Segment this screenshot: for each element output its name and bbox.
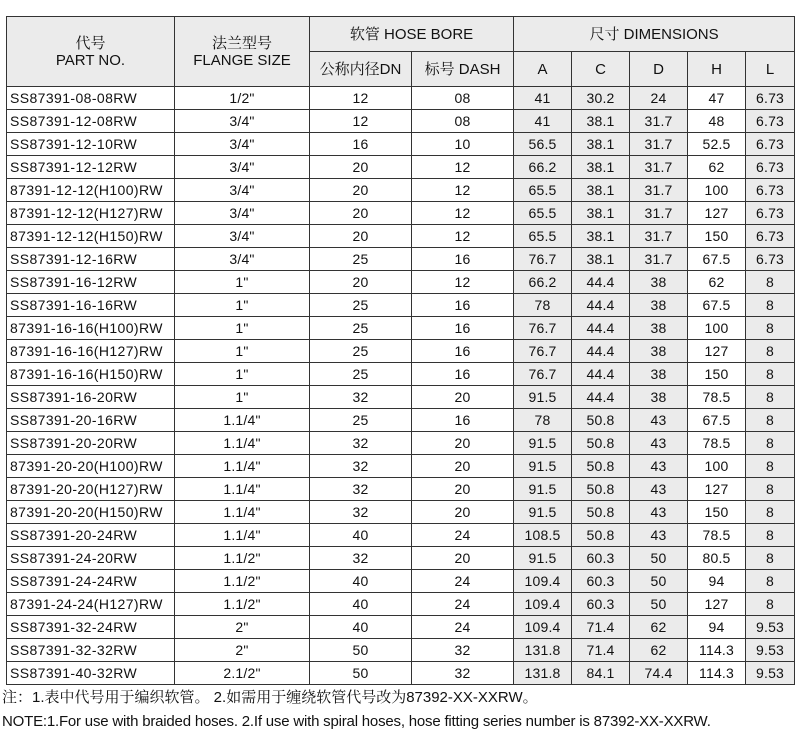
dim-a-cell: 109.4 bbox=[514, 570, 572, 593]
dn-cell: 40 bbox=[310, 570, 412, 593]
dash-cell: 12 bbox=[412, 202, 514, 225]
part-no-cell: 87391-12-12(H150)RW bbox=[7, 225, 175, 248]
table-row bbox=[7, 386, 795, 409]
dash-cell: 12 bbox=[412, 225, 514, 248]
dim-c-cell: 50.8 bbox=[572, 478, 630, 501]
dim-h-cell: 150 bbox=[688, 501, 746, 524]
spec-table bbox=[6, 16, 795, 685]
dim-d-cell: 38 bbox=[630, 386, 688, 409]
dn-cell: 20 bbox=[310, 202, 412, 225]
part-no-header bbox=[7, 17, 175, 87]
table-row bbox=[7, 363, 795, 386]
dim-h-cell: 127 bbox=[688, 340, 746, 363]
table-row bbox=[7, 317, 795, 340]
part-no-cell: 87391-12-12(H127)RW bbox=[7, 202, 175, 225]
dim-l-cell: 8 bbox=[746, 501, 795, 524]
flange-size-cell: 2" bbox=[175, 639, 310, 662]
flange-size-cell: 1" bbox=[175, 294, 310, 317]
part-no-cell: 87391-20-20(H150)RW bbox=[7, 501, 175, 524]
part-no-cell: SS87391-20-20RW bbox=[7, 432, 175, 455]
flange-size-cell: 1" bbox=[175, 340, 310, 363]
table-header bbox=[7, 17, 795, 87]
part-no-cell: SS87391-24-20RW bbox=[7, 547, 175, 570]
dn-cell: 12 bbox=[310, 110, 412, 133]
table-row bbox=[7, 133, 795, 156]
dash-cell: 08 bbox=[412, 110, 514, 133]
dash-header: 标号 DASH bbox=[412, 52, 514, 87]
flange-size-cell: 1.1/2" bbox=[175, 570, 310, 593]
dn-cell: 40 bbox=[310, 524, 412, 547]
dn-cell: 20 bbox=[310, 156, 412, 179]
dim-l-cell: 6.73 bbox=[746, 179, 795, 202]
dim-c-header: C bbox=[572, 52, 630, 87]
dim-l-cell: 8 bbox=[746, 570, 795, 593]
dim-c-cell: 38.1 bbox=[572, 110, 630, 133]
table-row bbox=[7, 478, 795, 501]
table-row bbox=[7, 87, 795, 110]
dn-cell: 32 bbox=[310, 386, 412, 409]
dash-cell: 20 bbox=[412, 547, 514, 570]
dash-cell: 24 bbox=[412, 593, 514, 616]
flange-size-cell: 3/4" bbox=[175, 248, 310, 271]
part-no-cell: SS87391-20-16RW bbox=[7, 409, 175, 432]
dim-a-cell: 65.5 bbox=[514, 179, 572, 202]
dim-h-cell: 114.3 bbox=[688, 662, 746, 685]
dim-l-cell: 6.73 bbox=[746, 110, 795, 133]
dim-d-cell: 50 bbox=[630, 593, 688, 616]
dim-c-cell: 44.4 bbox=[572, 294, 630, 317]
dim-a-cell: 65.5 bbox=[514, 202, 572, 225]
table-row bbox=[7, 501, 795, 524]
dim-c-cell: 71.4 bbox=[572, 639, 630, 662]
dim-l-cell: 8 bbox=[746, 409, 795, 432]
dim-l-cell: 8 bbox=[746, 271, 795, 294]
table-row bbox=[7, 524, 795, 547]
flange-size-cell: 3/4" bbox=[175, 179, 310, 202]
dim-d-cell: 31.7 bbox=[630, 202, 688, 225]
table-row bbox=[7, 570, 795, 593]
dim-c-cell: 60.3 bbox=[572, 593, 630, 616]
table-row bbox=[7, 616, 795, 639]
flange-size-cell: 1.1/4" bbox=[175, 524, 310, 547]
flange-size-cell: 1" bbox=[175, 271, 310, 294]
dn-cell: 25 bbox=[310, 248, 412, 271]
dim-a-cell: 66.2 bbox=[514, 271, 572, 294]
dn-cell: 25 bbox=[310, 340, 412, 363]
part-no-cell: 87391-12-12(H100)RW bbox=[7, 179, 175, 202]
dn-cell: 32 bbox=[310, 478, 412, 501]
dim-h-cell: 114.3 bbox=[688, 639, 746, 662]
table-row bbox=[7, 202, 795, 225]
dim-h-cell: 127 bbox=[688, 202, 746, 225]
dim-d-cell: 43 bbox=[630, 432, 688, 455]
dim-a-cell: 76.7 bbox=[514, 340, 572, 363]
dim-a-cell: 78 bbox=[514, 409, 572, 432]
dn-cell: 25 bbox=[310, 317, 412, 340]
flange-size-cell: 3/4" bbox=[175, 202, 310, 225]
dn-cell: 25 bbox=[310, 294, 412, 317]
dim-c-cell: 84.1 bbox=[572, 662, 630, 685]
part-no-cell: 87391-16-16(H100)RW bbox=[7, 317, 175, 340]
note-chinese: 注：1.表中代号用于编织软管。 2.如需用于缠绕软管代号改为87392-XX-XXRW。 bbox=[2, 689, 538, 706]
dash-cell: 32 bbox=[412, 662, 514, 685]
dim-c-cell: 60.3 bbox=[572, 547, 630, 570]
dim-l-cell: 6.73 bbox=[746, 225, 795, 248]
dim-l-cell: 9.53 bbox=[746, 639, 795, 662]
dim-l-header: L bbox=[746, 52, 795, 87]
flange-size-cell: 1.1/4" bbox=[175, 478, 310, 501]
flange-size-header-cn: 法兰型号 bbox=[211, 34, 272, 52]
dn-cell: 20 bbox=[310, 271, 412, 294]
dn-cell: 40 bbox=[310, 616, 412, 639]
dn-cell: 20 bbox=[310, 225, 412, 248]
dim-a-cell: 91.5 bbox=[514, 432, 572, 455]
flange-size-cell: 1.1/4" bbox=[175, 432, 310, 455]
dim-d-cell: 62 bbox=[630, 639, 688, 662]
dash-cell: 20 bbox=[412, 455, 514, 478]
dn-cell: 50 bbox=[310, 639, 412, 662]
dim-d-cell: 43 bbox=[630, 478, 688, 501]
dimensions-header: 尺寸 DIMENSIONS bbox=[514, 17, 795, 52]
dn-cell: 20 bbox=[310, 179, 412, 202]
part-no-header-en: PART NO. bbox=[55, 51, 126, 69]
dim-a-cell: 91.5 bbox=[514, 455, 572, 478]
part-no-cell: 87391-24-24(H127)RW bbox=[7, 593, 175, 616]
dim-l-cell: 9.53 bbox=[746, 616, 795, 639]
dn-cell: 32 bbox=[310, 547, 412, 570]
flange-size-cell: 3/4" bbox=[175, 110, 310, 133]
dim-h-cell: 78.5 bbox=[688, 524, 746, 547]
dim-c-cell: 38.1 bbox=[572, 202, 630, 225]
dim-a-cell: 91.5 bbox=[514, 386, 572, 409]
dim-a-cell: 66.2 bbox=[514, 156, 572, 179]
dim-d-cell: 62 bbox=[630, 616, 688, 639]
dim-a-cell: 131.8 bbox=[514, 662, 572, 685]
dn-cell: 25 bbox=[310, 409, 412, 432]
dim-d-cell: 43 bbox=[630, 409, 688, 432]
flange-size-cell: 3/4" bbox=[175, 225, 310, 248]
dim-l-cell: 6.73 bbox=[746, 156, 795, 179]
part-no-cell: SS87391-12-10RW bbox=[7, 133, 175, 156]
table-row bbox=[7, 110, 795, 133]
table-row bbox=[7, 156, 795, 179]
part-no-cell: SS87391-12-16RW bbox=[7, 248, 175, 271]
dim-c-cell: 38.1 bbox=[572, 225, 630, 248]
dn-cell: 32 bbox=[310, 501, 412, 524]
dim-d-cell: 31.7 bbox=[630, 248, 688, 271]
dim-a-cell: 78 bbox=[514, 294, 572, 317]
dim-l-cell: 6.73 bbox=[746, 87, 795, 110]
dim-l-cell: 8 bbox=[746, 593, 795, 616]
flange-size-cell: 1" bbox=[175, 363, 310, 386]
dim-l-cell: 8 bbox=[746, 478, 795, 501]
dash-cell: 08 bbox=[412, 87, 514, 110]
dim-l-cell: 6.73 bbox=[746, 133, 795, 156]
flange-size-header-en: FLANGE SIZE bbox=[193, 51, 291, 69]
dim-c-cell: 44.4 bbox=[572, 363, 630, 386]
dash-cell: 12 bbox=[412, 271, 514, 294]
dim-l-cell: 6.73 bbox=[746, 202, 795, 225]
part-no-cell: SS87391-32-32RW bbox=[7, 639, 175, 662]
flange-size-cell: 3/4" bbox=[175, 133, 310, 156]
dim-h-cell: 150 bbox=[688, 225, 746, 248]
flange-size-cell: 1.1/2" bbox=[175, 547, 310, 570]
dim-d-cell: 50 bbox=[630, 570, 688, 593]
table-row bbox=[7, 409, 795, 432]
part-no-cell: 87391-16-16(H127)RW bbox=[7, 340, 175, 363]
dim-d-cell: 43 bbox=[630, 455, 688, 478]
dim-a-cell: 76.7 bbox=[514, 317, 572, 340]
dim-a-cell: 65.5 bbox=[514, 225, 572, 248]
dim-c-cell: 44.4 bbox=[572, 386, 630, 409]
dim-a-cell: 91.5 bbox=[514, 547, 572, 570]
dim-d-cell: 31.7 bbox=[630, 110, 688, 133]
dim-d-cell: 31.7 bbox=[630, 225, 688, 248]
dim-d-cell: 38 bbox=[630, 363, 688, 386]
dim-h-cell: 127 bbox=[688, 478, 746, 501]
table-row bbox=[7, 179, 795, 202]
dim-d-cell: 74.4 bbox=[630, 662, 688, 685]
dash-cell: 16 bbox=[412, 317, 514, 340]
dn-cell: 32 bbox=[310, 432, 412, 455]
dim-h-cell: 78.5 bbox=[688, 386, 746, 409]
dim-h-cell: 52.5 bbox=[688, 133, 746, 156]
flange-size-header bbox=[175, 17, 310, 87]
flange-size-cell: 1/2" bbox=[175, 87, 310, 110]
dim-h-cell: 127 bbox=[688, 593, 746, 616]
dim-a-header: A bbox=[514, 52, 572, 87]
part-no-cell: SS87391-12-08RW bbox=[7, 110, 175, 133]
flange-size-cell: 2" bbox=[175, 616, 310, 639]
dash-cell: 24 bbox=[412, 570, 514, 593]
dim-h-cell: 100 bbox=[688, 179, 746, 202]
dim-d-cell: 43 bbox=[630, 524, 688, 547]
dn-cell: 12 bbox=[310, 87, 412, 110]
dim-c-cell: 38.1 bbox=[572, 248, 630, 271]
dim-h-cell: 150 bbox=[688, 363, 746, 386]
dim-a-cell: 91.5 bbox=[514, 478, 572, 501]
dim-c-cell: 44.4 bbox=[572, 340, 630, 363]
part-no-cell: 87391-16-16(H150)RW bbox=[7, 363, 175, 386]
dim-d-cell: 50 bbox=[630, 547, 688, 570]
dim-h-header: H bbox=[688, 52, 746, 87]
dim-a-cell: 91.5 bbox=[514, 501, 572, 524]
flange-size-cell: 1" bbox=[175, 317, 310, 340]
flange-size-cell: 1.1/4" bbox=[175, 409, 310, 432]
dim-a-cell: 109.4 bbox=[514, 593, 572, 616]
flange-size-cell: 1" bbox=[175, 386, 310, 409]
dash-cell: 16 bbox=[412, 363, 514, 386]
dim-l-cell: 6.73 bbox=[746, 248, 795, 271]
table-row bbox=[7, 340, 795, 363]
dim-d-cell: 31.7 bbox=[630, 179, 688, 202]
dim-a-cell: 41 bbox=[514, 87, 572, 110]
dim-h-cell: 80.5 bbox=[688, 547, 746, 570]
dim-l-cell: 8 bbox=[746, 432, 795, 455]
part-no-cell: SS87391-16-20RW bbox=[7, 386, 175, 409]
table-body bbox=[7, 87, 795, 685]
dim-d-cell: 24 bbox=[630, 87, 688, 110]
flange-size-cell: 1.1/4" bbox=[175, 501, 310, 524]
dim-d-cell: 38 bbox=[630, 271, 688, 294]
dash-cell: 12 bbox=[412, 156, 514, 179]
dn-cell: 25 bbox=[310, 363, 412, 386]
dim-h-cell: 67.5 bbox=[688, 294, 746, 317]
dim-h-cell: 62 bbox=[688, 156, 746, 179]
dn-cell: 50 bbox=[310, 662, 412, 685]
table-row bbox=[7, 639, 795, 662]
part-no-cell: SS87391-32-24RW bbox=[7, 616, 175, 639]
part-no-cell: SS87391-08-08RW bbox=[7, 87, 175, 110]
dim-d-cell: 38 bbox=[630, 340, 688, 363]
dim-a-cell: 41 bbox=[514, 110, 572, 133]
dim-h-cell: 94 bbox=[688, 616, 746, 639]
dim-d-cell: 43 bbox=[630, 501, 688, 524]
dash-cell: 20 bbox=[412, 501, 514, 524]
dim-a-cell: 76.7 bbox=[514, 248, 572, 271]
dim-c-cell: 38.1 bbox=[572, 156, 630, 179]
dim-c-cell: 30.2 bbox=[572, 87, 630, 110]
dim-d-cell: 31.7 bbox=[630, 133, 688, 156]
dash-cell: 32 bbox=[412, 639, 514, 662]
part-no-cell: SS87391-16-12RW bbox=[7, 271, 175, 294]
dim-h-cell: 100 bbox=[688, 317, 746, 340]
dim-c-cell: 71.4 bbox=[572, 616, 630, 639]
dim-h-cell: 48 bbox=[688, 110, 746, 133]
dim-h-cell: 94 bbox=[688, 570, 746, 593]
part-no-cell: 87391-20-20(H100)RW bbox=[7, 455, 175, 478]
dim-c-cell: 38.1 bbox=[572, 133, 630, 156]
part-no-cell: SS87391-20-24RW bbox=[7, 524, 175, 547]
dim-l-cell: 8 bbox=[746, 524, 795, 547]
dim-l-cell: 9.53 bbox=[746, 662, 795, 685]
dim-a-cell: 131.8 bbox=[514, 639, 572, 662]
part-no-cell: SS87391-12-12RW bbox=[7, 156, 175, 179]
table-row bbox=[7, 662, 795, 685]
part-no-cell: SS87391-24-24RW bbox=[7, 570, 175, 593]
flange-size-cell: 2.1/2" bbox=[175, 662, 310, 685]
dim-h-cell: 47 bbox=[688, 87, 746, 110]
dim-a-cell: 76.7 bbox=[514, 363, 572, 386]
dim-h-cell: 67.5 bbox=[688, 409, 746, 432]
dash-cell: 16 bbox=[412, 340, 514, 363]
dim-l-cell: 8 bbox=[746, 340, 795, 363]
dim-h-cell: 67.5 bbox=[688, 248, 746, 271]
dim-c-cell: 50.8 bbox=[572, 501, 630, 524]
dash-cell: 20 bbox=[412, 432, 514, 455]
dim-h-cell: 62 bbox=[688, 271, 746, 294]
dim-h-cell: 78.5 bbox=[688, 432, 746, 455]
dn-header: 公称内径DN bbox=[310, 52, 412, 87]
dim-h-cell: 100 bbox=[688, 455, 746, 478]
dash-cell: 16 bbox=[412, 248, 514, 271]
flange-size-cell: 1.1/4" bbox=[175, 455, 310, 478]
table-row bbox=[7, 271, 795, 294]
dn-cell: 32 bbox=[310, 455, 412, 478]
note-english: NOTE:1.For use with braided hoses. 2.If use with spiral hoses, hose fitting series number is 87392-XX-XXRW. bbox=[2, 713, 711, 730]
dim-c-cell: 50.8 bbox=[572, 432, 630, 455]
dim-l-cell: 8 bbox=[746, 363, 795, 386]
dim-d-cell: 38 bbox=[630, 294, 688, 317]
dim-c-cell: 50.8 bbox=[572, 524, 630, 547]
dim-c-cell: 44.4 bbox=[572, 317, 630, 340]
table-row bbox=[7, 225, 795, 248]
dim-a-cell: 108.5 bbox=[514, 524, 572, 547]
dim-l-cell: 8 bbox=[746, 386, 795, 409]
dim-l-cell: 8 bbox=[746, 455, 795, 478]
dash-cell: 24 bbox=[412, 616, 514, 639]
table-row bbox=[7, 593, 795, 616]
part-no-header-cn: 代号 bbox=[75, 34, 106, 52]
dash-cell: 16 bbox=[412, 409, 514, 432]
dash-cell: 20 bbox=[412, 386, 514, 409]
dim-c-cell: 38.1 bbox=[572, 179, 630, 202]
dim-l-cell: 8 bbox=[746, 294, 795, 317]
table-row bbox=[7, 248, 795, 271]
table-row bbox=[7, 455, 795, 478]
dash-cell: 20 bbox=[412, 478, 514, 501]
dash-cell: 16 bbox=[412, 294, 514, 317]
dim-l-cell: 8 bbox=[746, 547, 795, 570]
hose-bore-header: 软管 HOSE BORE bbox=[310, 17, 514, 52]
dn-cell: 16 bbox=[310, 133, 412, 156]
table-row bbox=[7, 547, 795, 570]
dim-d-cell: 31.7 bbox=[630, 156, 688, 179]
dim-a-cell: 109.4 bbox=[514, 616, 572, 639]
dash-cell: 24 bbox=[412, 524, 514, 547]
dim-c-cell: 50.8 bbox=[572, 455, 630, 478]
dash-cell: 12 bbox=[412, 179, 514, 202]
part-no-cell: 87391-20-20(H127)RW bbox=[7, 478, 175, 501]
dim-a-cell: 56.5 bbox=[514, 133, 572, 156]
dim-c-cell: 50.8 bbox=[572, 409, 630, 432]
flange-size-cell: 1.1/2" bbox=[175, 593, 310, 616]
dim-d-cell: 38 bbox=[630, 317, 688, 340]
dim-d-header: D bbox=[630, 52, 688, 87]
dn-cell: 40 bbox=[310, 593, 412, 616]
table-row bbox=[7, 432, 795, 455]
dim-l-cell: 8 bbox=[746, 317, 795, 340]
flange-size-cell: 3/4" bbox=[175, 156, 310, 179]
part-no-cell: SS87391-40-32RW bbox=[7, 662, 175, 685]
table-row bbox=[7, 294, 795, 317]
dim-c-cell: 60.3 bbox=[572, 570, 630, 593]
dash-cell: 10 bbox=[412, 133, 514, 156]
dim-c-cell: 44.4 bbox=[572, 271, 630, 294]
part-no-cell: SS87391-16-16RW bbox=[7, 294, 175, 317]
